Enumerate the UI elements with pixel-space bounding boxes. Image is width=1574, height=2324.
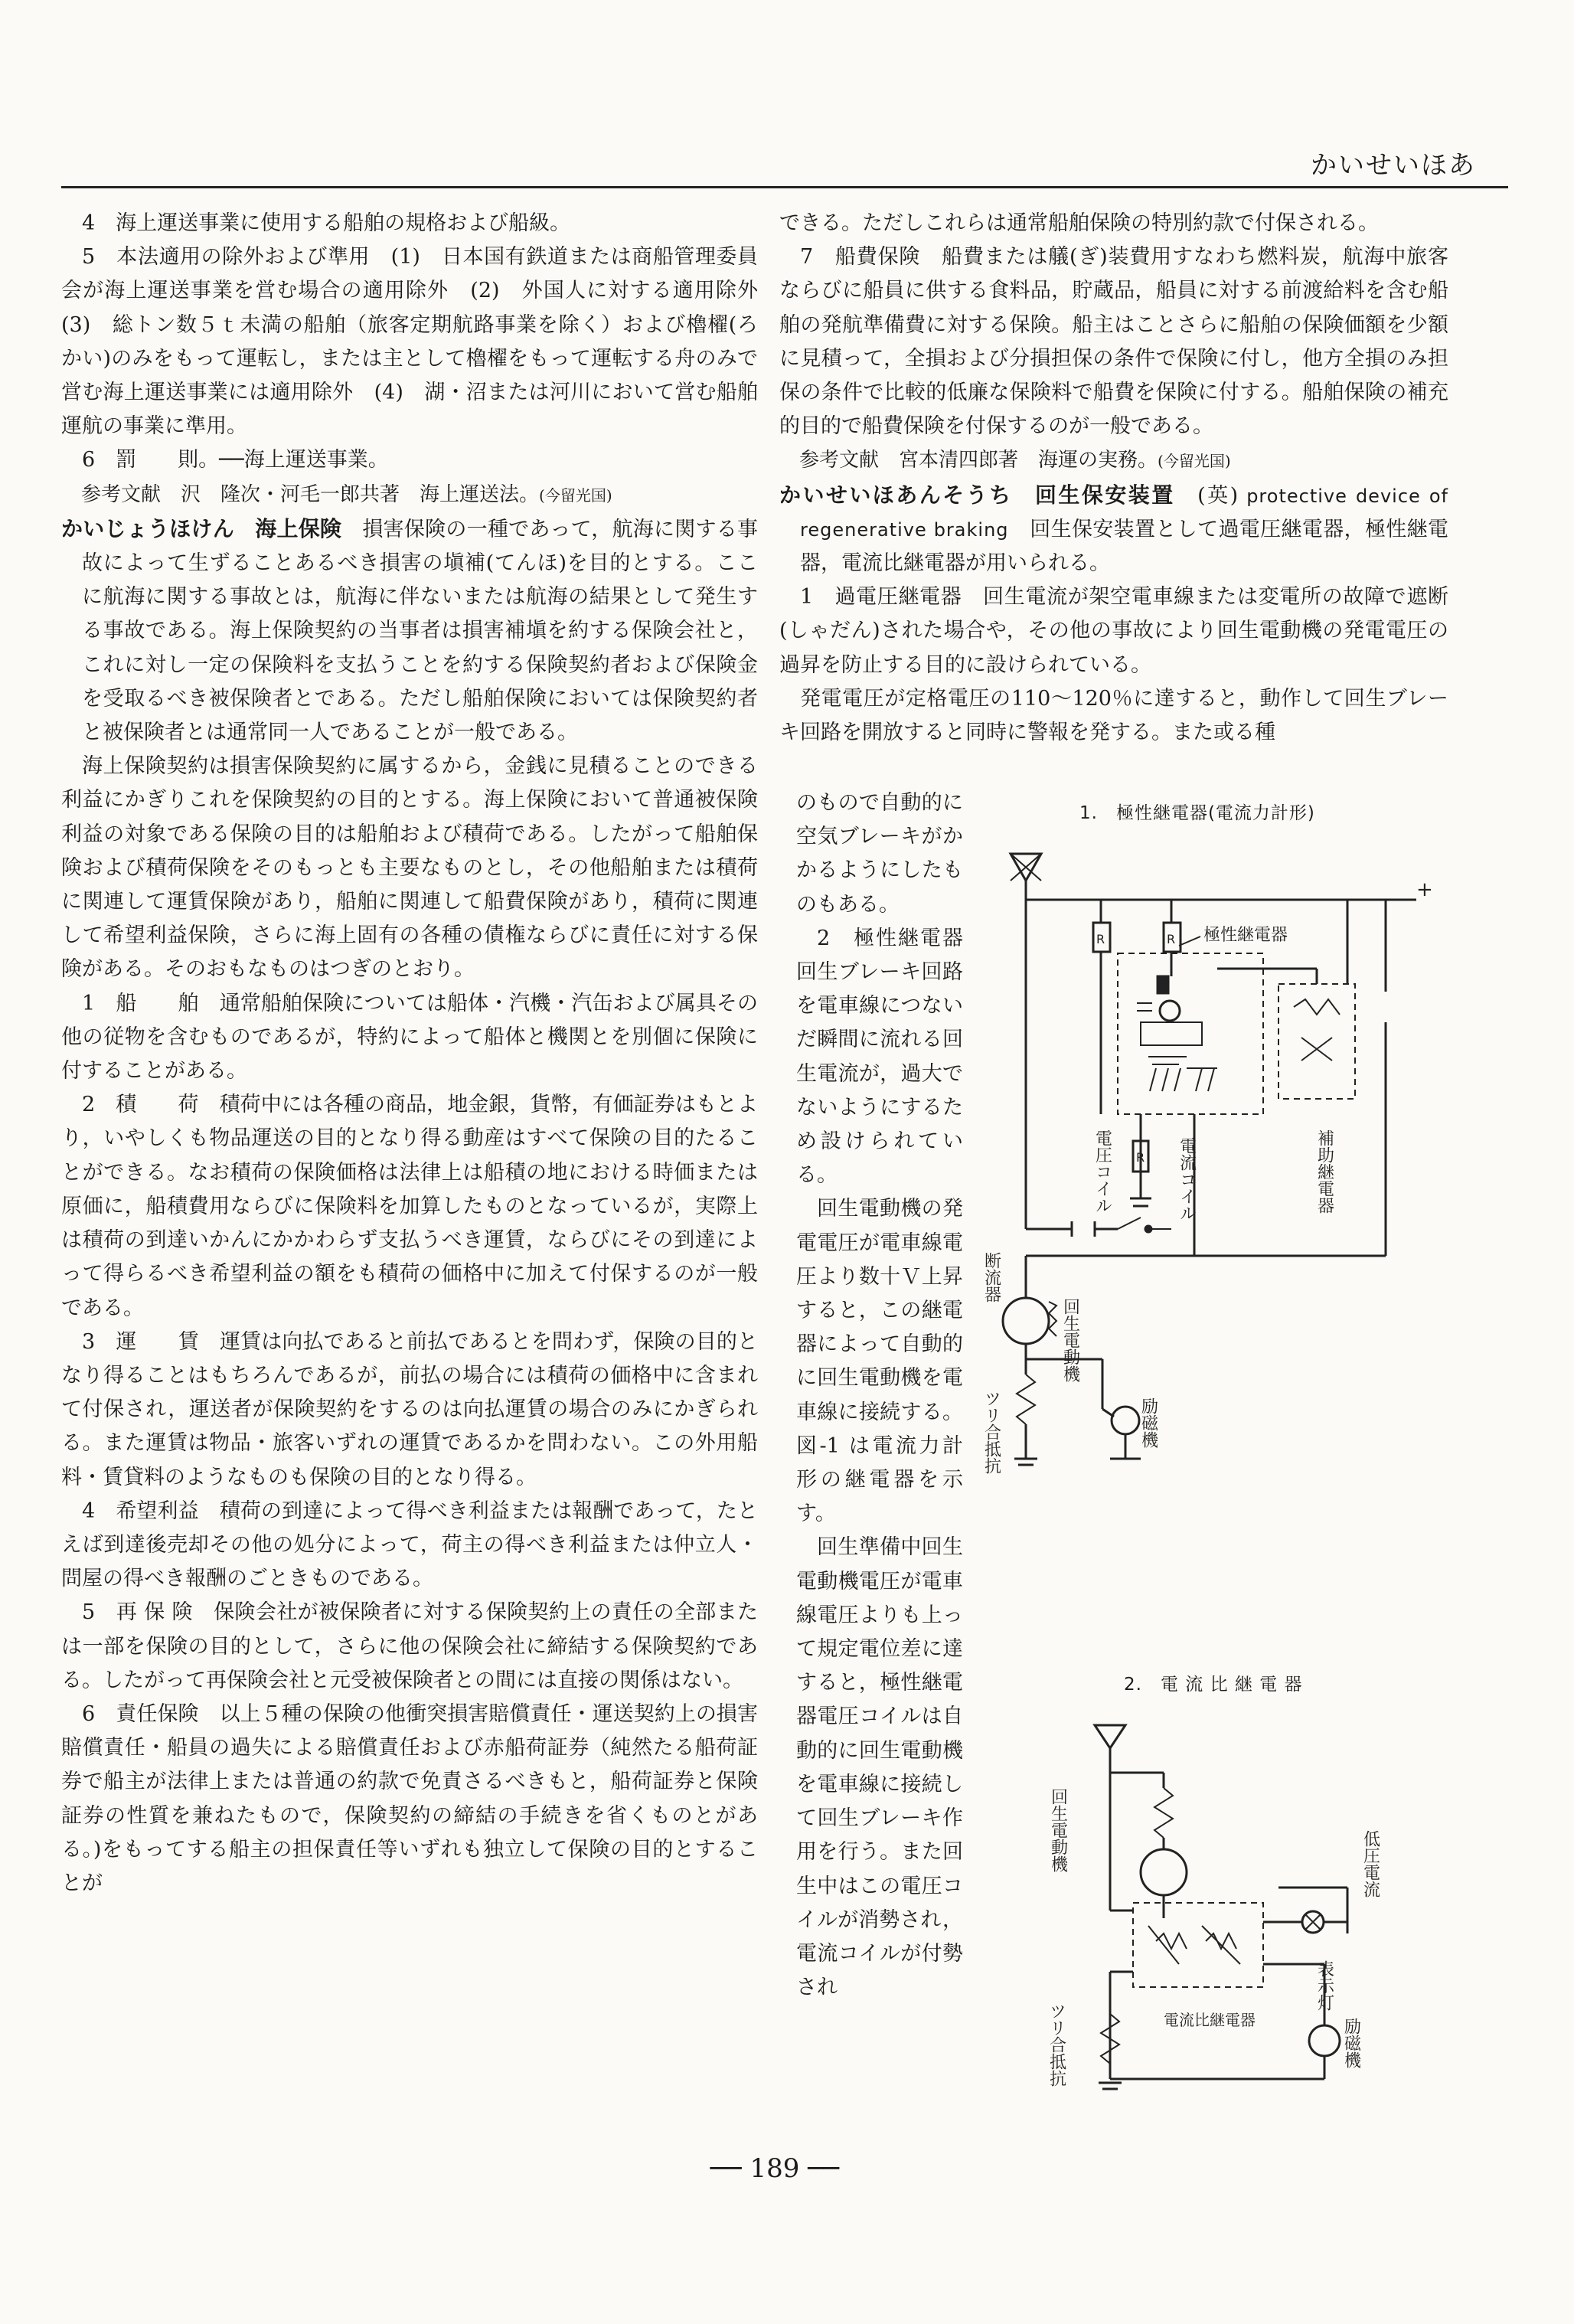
svg-text:R: R xyxy=(1096,932,1105,946)
paragraph: 1 船 舶 通常船舶保険については船体・汽機・汽缶および属具その他の従物を含むものであるが，特約によって船体と機関とを別個に保険に付することがある。 xyxy=(61,991,758,1084)
paragraph: のもので自動的に空気ブレーキがかかるようにしたものもある。 xyxy=(796,791,963,917)
ratio-relay-box xyxy=(1133,1903,1263,1987)
entry-term: 海上保険 xyxy=(255,515,342,541)
balance-resistor-label: ツリ合抵抗 xyxy=(981,1390,1001,1474)
ratio-relay-label: 電流比継電器 xyxy=(1164,2011,1256,2029)
pantograph-icon xyxy=(1095,1725,1125,1748)
paragraph: 6 罰 則。──海上運送事業。 xyxy=(82,448,389,472)
paragraph: 回生電動機の発電電圧が電車線電圧より数十Ｖ上昇すると，この継電器によって自動的に回生電動機を電車線に接続する。図-1 は電流力計形の継電器を示す。 xyxy=(796,1197,963,1526)
paragraph: 海上保険契約は損害保険契約に属するから，金銭に見積ることのできる利益にかぎりこれを保険契約の目的とする。海上保険において普通被保険利益の対象である保険の目的は船舶および積荷である。したがって船舶保険および積荷保険をそのもっとも主要なものとし，その他船舶または積荷に関連して運賃保険があり，船舶に関連して船費保険があり，積荷に関連して希望利益保険，さらに海上固有の各種の債権ならびに責任に対する保険がある。そのおもなものはつぎのとおり。 xyxy=(61,754,758,982)
balance-resistor-label: ツリ合抵抗 xyxy=(1047,2002,1066,2087)
paragraph: 3 運 賃 運賃は向払であると前払であるとを問わず，保険の目的となり得ることはもちろんであるが，前払の場合には積荷の価格中に含まれて付保され，運送者が保険契約をするのは向払運賃の場合のみにかぎられる。また運賃は物品・旅客いずれの運賃であるかを問わない。この外用船料・賃貸料のようなものも保険の目的となり得る。 xyxy=(61,1329,758,1489)
paragraph: 4 海上運送事業に使用する船舶の規格および船級。 xyxy=(82,211,571,235)
entry-english: protective device of regenerative braking xyxy=(800,485,1448,541)
paragraph: 6 責任保険 以上５種の保険の他衝突損害賠償責任・運送契約上の損害賠償責任・船員の過失による賠償責任および赤船荷証券（純然たる船荷証券で船主が法律上または普通の約款で免責さるべきもと，船荷証券と保険証券の性質を兼ねたもので，保険契約の締結の手続きを省くものとがある。)をもってする船主の担保責任等いずれも独立して保険の目的とすることが xyxy=(61,1701,758,1895)
figure-1-caption: 1. 極性継電器(電流力計形) xyxy=(1079,803,1315,823)
aux-relay-box xyxy=(1278,984,1355,1099)
reference-text: 参考文献 沢 隆次・河毛一郎共著 海上運送法。 xyxy=(81,482,540,506)
exciter-icon xyxy=(1309,2025,1340,2056)
paragraph: 発電電圧が定格電圧の110～120％に達すると，動作して回生ブレーキ回路を開放すると同時に警報を発する。また或る種 xyxy=(779,686,1448,745)
breaker-label: 断流器 xyxy=(981,1252,1001,1303)
paragraph: できる。ただしこれらは通常船舶保険の特別約款で付保される。 xyxy=(779,211,1379,235)
regen-motor-label: 回生電動機 xyxy=(1060,1298,1080,1382)
entry-reading: かいせいほあんそうち xyxy=(779,482,1013,508)
header-rule xyxy=(61,186,1508,188)
paragraph: 7 船費保険 船費または艤(ぎ)装費用すなわち燃料炭，航海中旅客ならびに船員に供する食料品，貯蔵品，船員に対する前渡給料を含む船舶の発航準備費に対する保険。船主はことさらに船舶の保険価額を少額に見積って，全損および分損担保の条件で保険に付し，他方全損のみ担保の条件で比較的低廉な保険料で船費を保険に付する。船舶保険の補充的目的で船費保険を付保するのが一般である。 xyxy=(779,245,1448,439)
paragraph: 2 極性継電器 回生ブレーキ回路を電車線につないだ瞬間に流れる回生電流が，過大でないようにするため設けられている。 xyxy=(796,926,984,1188)
right-column xyxy=(779,207,1448,750)
indicator-lamp-label: 表示灯 xyxy=(1314,1960,1334,2011)
running-head: かいせいほあ xyxy=(1311,150,1476,181)
plus-label: + xyxy=(1416,878,1433,901)
paragraph: 4 希望利益 積荷の到達によって得べき利益または報酬であって，たとえば到達後売却その他の処分によって，荷主の得べき利益または仲立人・問屋の得べき報酬のごときものである。 xyxy=(61,1499,758,1591)
regen-motor-icon xyxy=(1141,1849,1187,1895)
voltage-coil-label: 電圧コイル xyxy=(1092,1129,1112,1214)
paragraph: 回生準備中回生電動機電圧が電車線電圧よりも上って規定電位差に達すると，極性継電器電圧コイルは自動的に回生電動機を電車線に接続して回生ブレーキ作用を行う。また回生中はこの電圧コイルが消勢され，電流コイルが付勢され xyxy=(796,1535,963,2000)
entry-reading: かいじょうほけん xyxy=(61,515,234,541)
reference-text: 参考文献 宮本清四郎著 海運の実務。 xyxy=(799,449,1158,472)
reference xyxy=(779,443,1448,478)
left-column xyxy=(61,207,779,1901)
entry-body: 損害保険の一種であって，航海に関する事故によって生ずることあるべき損害の塡補(てんほ)を目的とする。ここに航海に関する事故とは，航海に伴ないまたは航海の結果として発生する事故である。海上保険契約の当事者は損害補塡を約する保険会社と，これに対し一定の保険料を支払うことを約する保険契約者および保険金を受取るべき被保険者とである。ただし船舶保険においては保険契約者と被保険者とは通常同一人であることが一般である。 xyxy=(82,517,758,745)
figure-2-diagram xyxy=(1049,1719,1401,2117)
dictionary-entry xyxy=(61,512,758,750)
polar-relay-label: 極性継電器 xyxy=(1203,926,1288,945)
polar-relay-box xyxy=(1118,953,1263,1114)
author-note: (今留光国) xyxy=(1158,452,1231,471)
exciter-label: 励磁機 xyxy=(1341,2018,1361,2068)
svg-text:R: R xyxy=(1136,1150,1145,1165)
aux-relay-label: 補助継電器 xyxy=(1314,1129,1334,1214)
paragraph: 2 積 荷 積荷中には各種の商品，地金銀，貨幣，有価証券はもとより，いやしくも物品運送の目的となり得る動産はすべて保険の目的たることができる。なお積荷の保険価格は法律上は船積の地における時価または原価に，船積費用ならびに保険料を加算したものとなっているが，実際上は積荷の到達いかんにかかわらず支払うべき運賃，ならびにその到達によって得らるべき希望利益の額をも積荷の価格中に加えて付保するのが一般である。 xyxy=(61,1093,758,1320)
page-number: ── 189 ── xyxy=(710,2153,840,2184)
figure-1-diagram xyxy=(981,838,1447,1505)
regen-motor-icon xyxy=(1003,1298,1049,1344)
figure-2-caption: 2. 電 流 比 継 電 器 xyxy=(1124,1675,1303,1695)
paragraph: 1 過電圧継電器 回生電流が架空電車線または変電所の故障で遮断(しゃだん)された場合や，その他の事故により回生電動機の発電電圧の過昇を防止する目的に設けられている。 xyxy=(779,585,1448,677)
low-voltage-current-label: 低圧電流 xyxy=(1360,1830,1380,1897)
exciter-label: 励磁機 xyxy=(1138,1397,1158,1448)
exciter-icon xyxy=(1112,1407,1139,1434)
paragraph: 5 本法適用の除外および準用 (1) 日本国有鉄道または商船管理委員会が海上運送事業を営む場合の適用除外 (2) 外国人に対する適用除外 (3) 総トン数５ｔ未満の船舶（旅客定期航路事業を除く）および櫓櫂(ろかい)のみをもって運転し，または主として櫓櫂をもって運転する舟のみで営む海上運送事業には適用除外 (4) 湖・沼または河川において営む船舶運航の事業に準用。 xyxy=(61,245,779,439)
author-note: (今留光国) xyxy=(539,485,612,505)
current-coil-label: 電流コイル xyxy=(1177,1137,1197,1221)
paragraph: 5 再 保 険 保険会社が被保険者に対する保険契約上の責任の全部または一部を保険の目的として，さらに他の保険会社に締結する保険契約である。したがって再保険会社と元受被保険者との間には直接の関係はない。 xyxy=(61,1600,758,1692)
reference xyxy=(61,478,758,512)
entry-lang: (英) xyxy=(1197,483,1239,508)
dictionary-entry xyxy=(779,479,1448,581)
right-narrow-column xyxy=(796,786,984,2005)
svg-text:R: R xyxy=(1167,932,1176,946)
entry-body: 回生保安装置として過電圧継電器，極性継電器，電流比継電器が用いられる。 xyxy=(800,517,1449,576)
entry-term: 回生保安装置 xyxy=(1034,482,1175,508)
regen-motor-label: 回生電動機 xyxy=(1048,1788,1068,1872)
